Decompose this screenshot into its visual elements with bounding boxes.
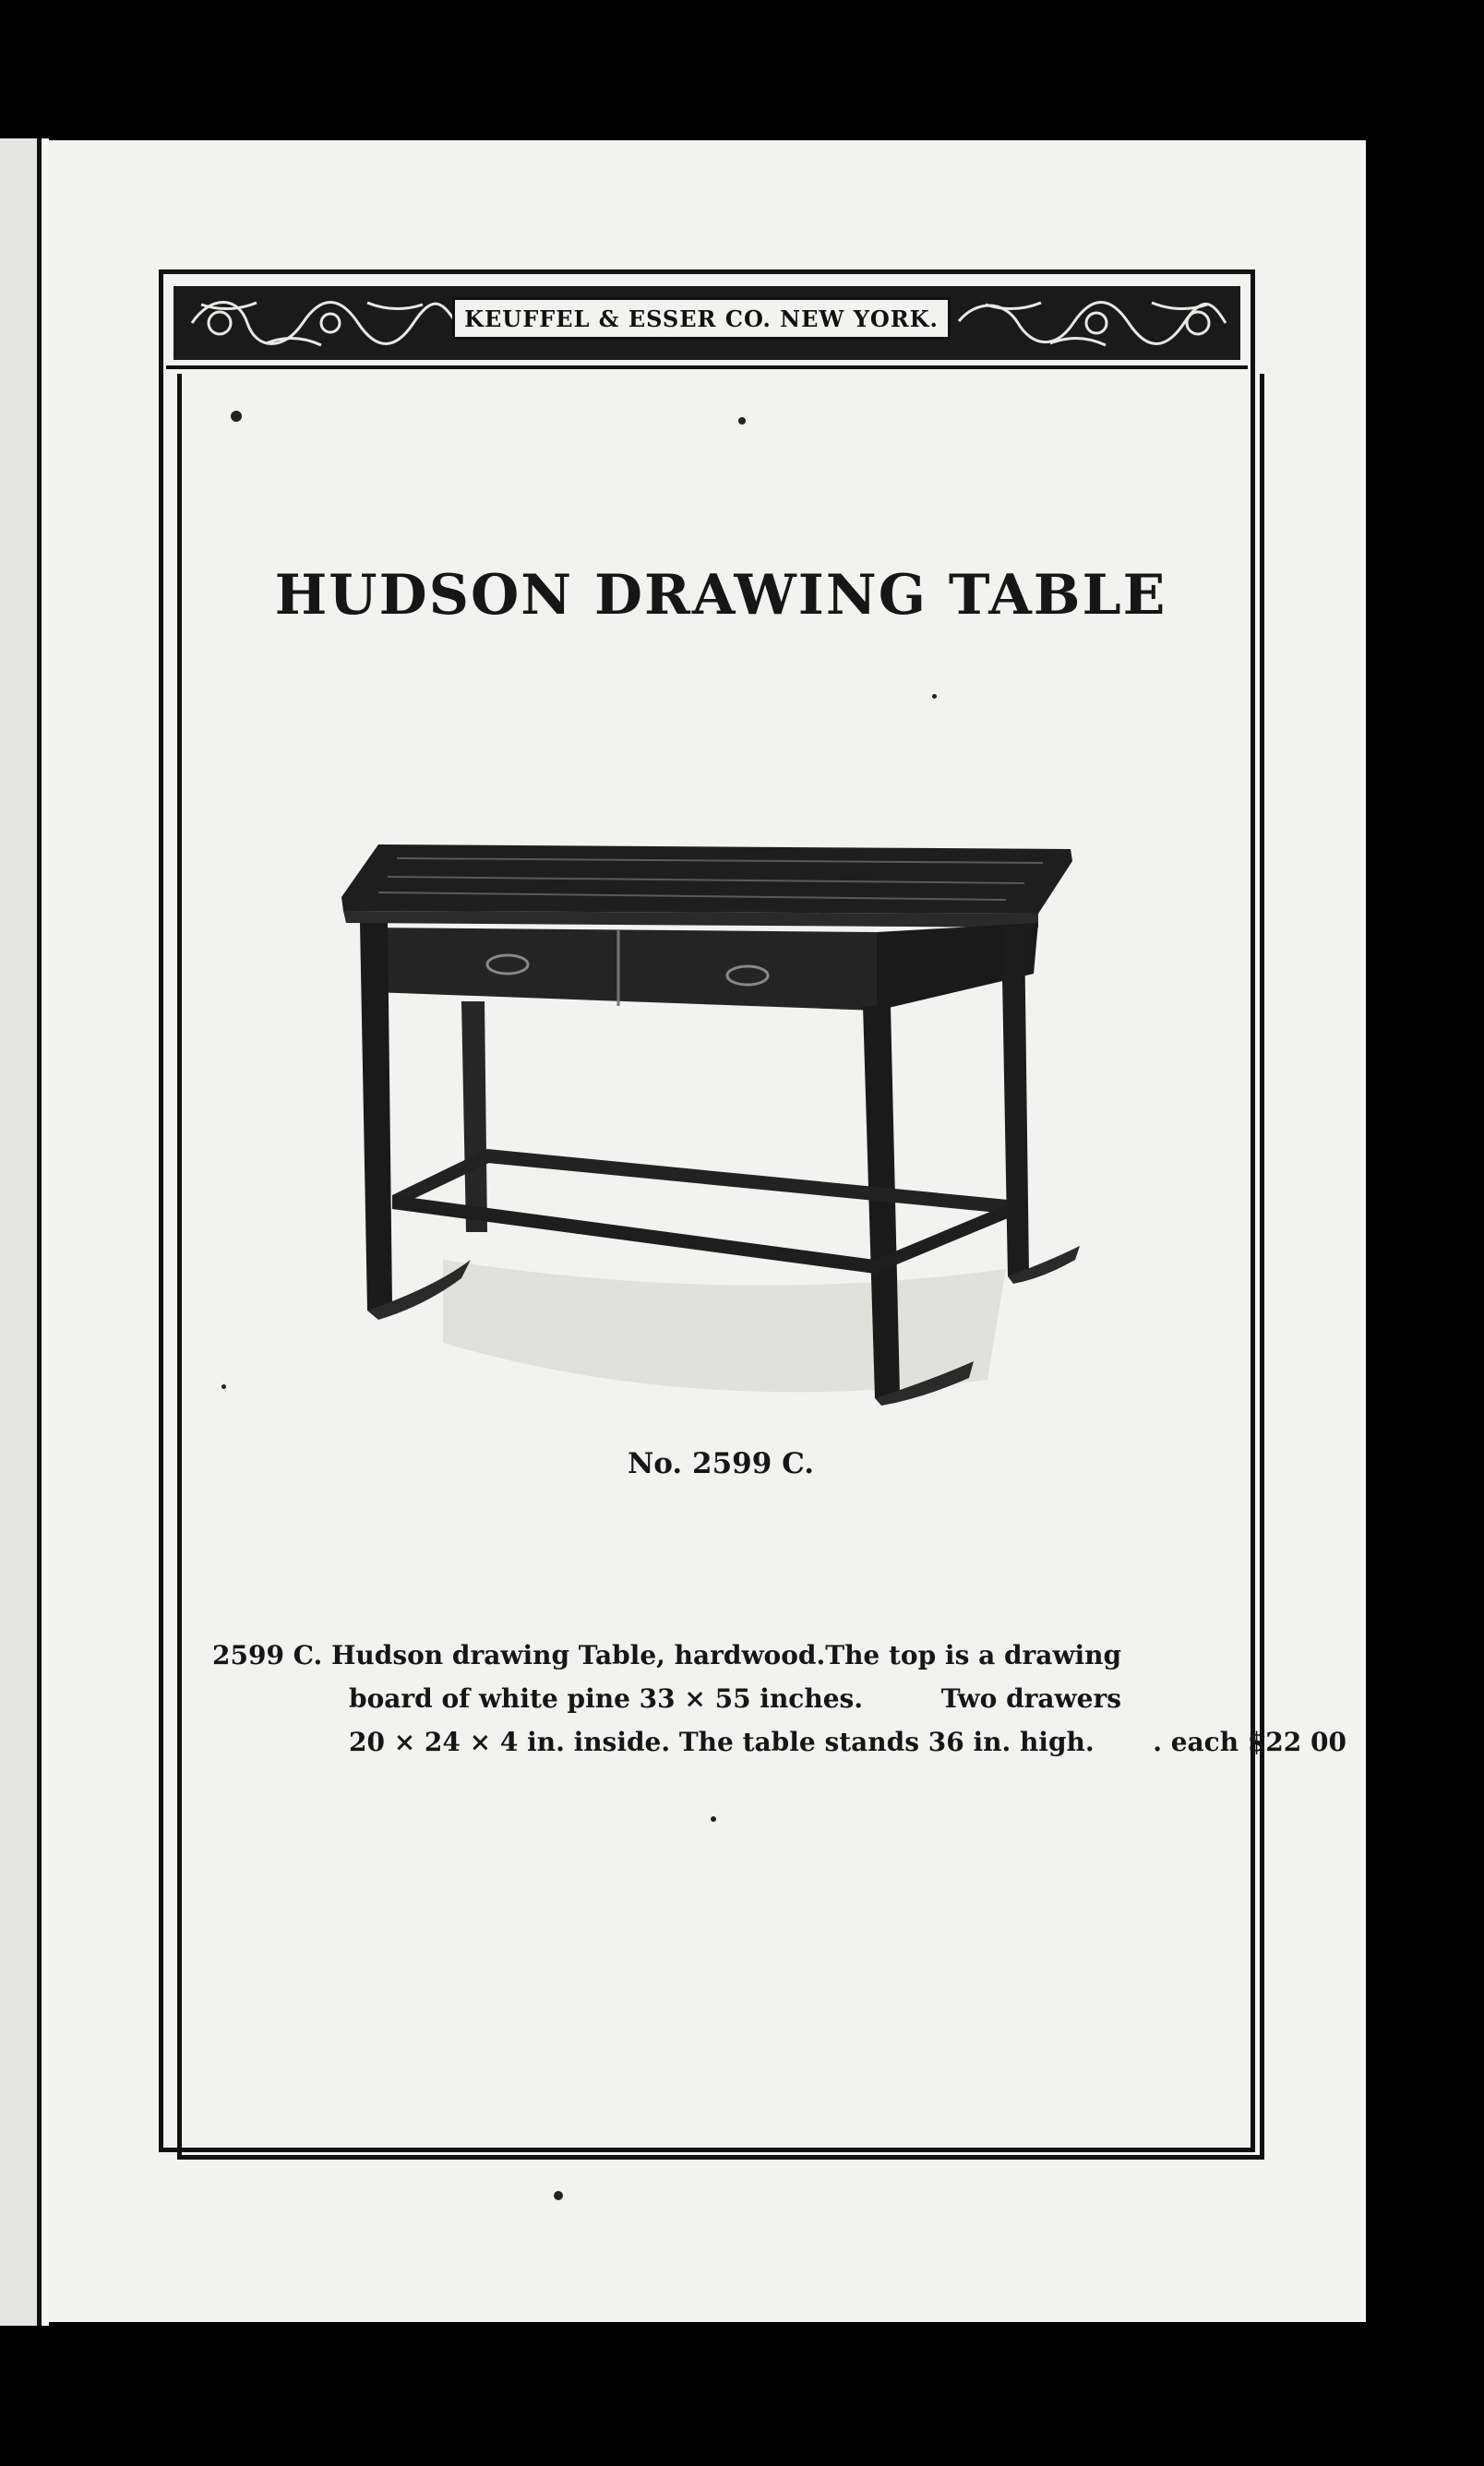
description-line-3 (349, 1720, 1346, 1764)
previous-page-edge (0, 138, 42, 2326)
description-line-1-right: The top is a drawing (825, 1640, 1122, 1670)
description-line-1-left: 2599 C. Hudson drawing Table, hardwood. (212, 1640, 826, 1670)
scan-speck (554, 2191, 563, 2200)
description-line-2 (349, 1677, 1121, 1720)
product-description (212, 1634, 1346, 1764)
scan-speck (932, 694, 937, 699)
ornamental-header (166, 277, 1248, 369)
description-line-1 (212, 1634, 1121, 1677)
description-line-2-right: Two drawers (940, 1683, 1121, 1714)
scan-speck (221, 1384, 226, 1389)
scan-speck (231, 411, 242, 422)
scan-speck (738, 417, 746, 425)
description-line-3-left: 20 × 24 × 4 in. inside. The table stands 36 in. high. (349, 1727, 1095, 1757)
figure-caption: No. 2599 C. (627, 1447, 815, 1480)
description-line-3-wrap (212, 1720, 1346, 1764)
publisher-label: KEUFFEL & ESSER CO. NEW YORK. (452, 297, 951, 340)
page-title: HUDSON DRAWING TABLE (274, 563, 1167, 628)
scan-speck (711, 1816, 716, 1822)
drawing-table-illustration-icon (323, 826, 1135, 1454)
description-line-2-left: board of white pine 33 × 55 inches. (349, 1683, 864, 1714)
description-line-2-wrap (212, 1677, 1237, 1720)
description-line-3-right: . each $22 00 (1153, 1727, 1346, 1757)
